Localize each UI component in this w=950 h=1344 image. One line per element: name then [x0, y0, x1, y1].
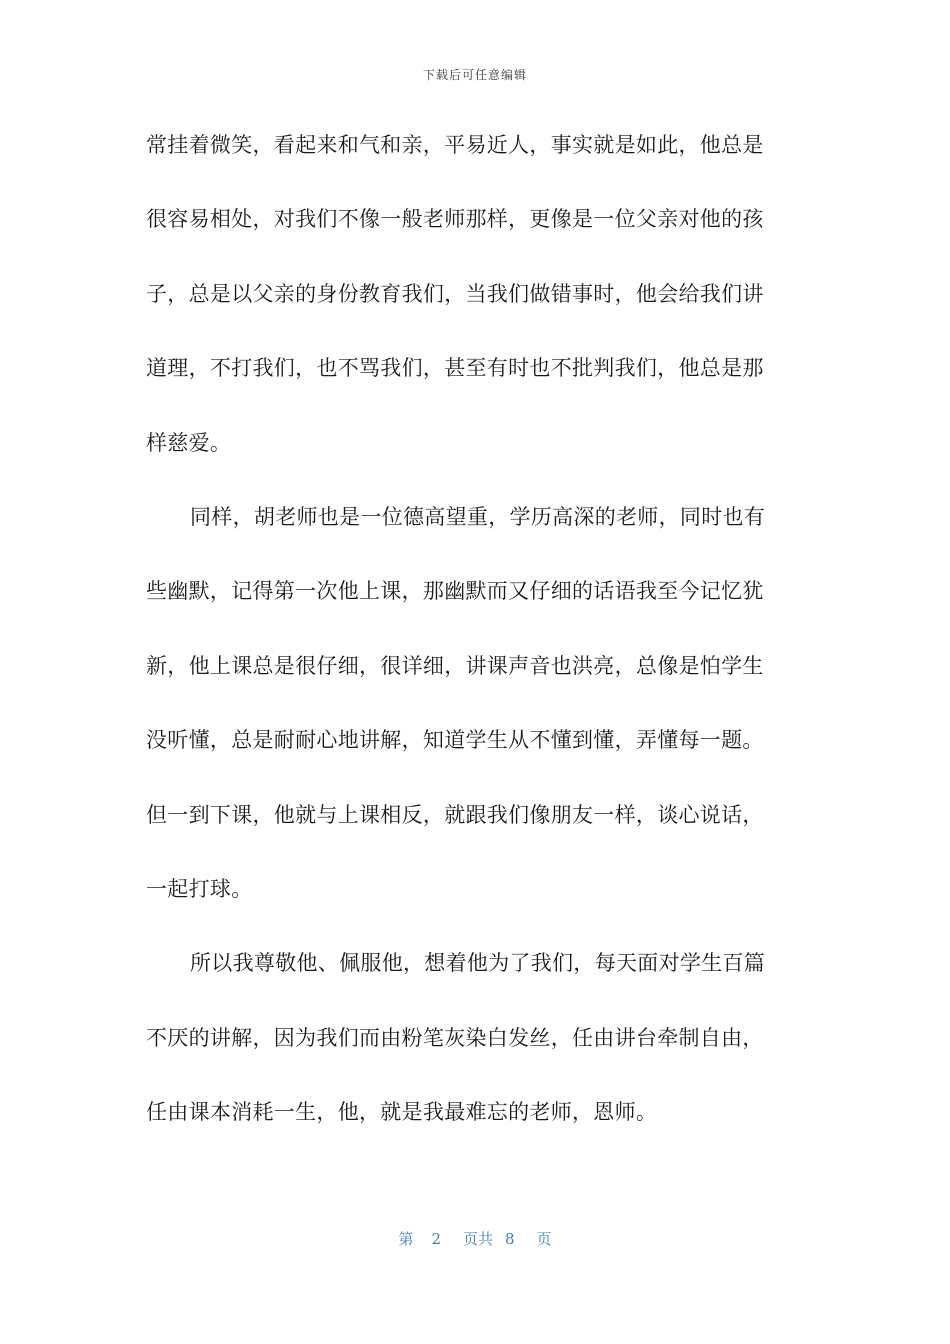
- text-line: 些幽默，记得第一次他上课，那幽默而又仔细的话语我至今记忆犹: [146, 579, 764, 604]
- document-body: [146, 108, 806, 1149]
- text-line: 不厌的讲解，因为我们而由粉笔灰染白发丝，任由讲台牵制自由，: [146, 1025, 764, 1050]
- text-line: 常挂着微笑，看起来和气和亲，平易近人，事实就是如此，他总是: [146, 133, 764, 157]
- footer-suffix: 页: [536, 1230, 552, 1248]
- footer-prefix: 第: [398, 1230, 414, 1248]
- text-line: 一起打球。: [146, 876, 253, 901]
- text-line: 任由课本消耗一生，他，就是我最难忘的老师，恩师。: [146, 1100, 658, 1125]
- text-line: 很容易相处，对我们不像一般老师那样，更像是一位父亲对他的孩: [146, 207, 764, 232]
- text-line: 新，他上课总是很仔细，很详细，讲课声音也洪亮，总像是怕学生: [146, 653, 764, 678]
- text-line: 样慈爱。: [146, 430, 232, 455]
- paragraph-first-line: 所以我尊敬他、佩服他，想着他为了我们，每天面对学生百篇: [190, 951, 766, 976]
- page-footer: [0, 1228, 950, 1249]
- page-header-note: 下载后可任意编辑: [422, 68, 527, 82]
- text-line: 子，总是以父亲的身份教育我们，当我们做错事时，他会给我们讲: [146, 281, 764, 306]
- text-line: 没听懂，总是耐耐心地讲解，知道学生从不懂到懂，弄懂每一题。: [146, 728, 764, 753]
- text-line: 道理，不打我们，也不骂我们，甚至有时也不批判我们，他总是那: [146, 356, 764, 381]
- paragraph-first-line: 同样，胡老师也是一位德高望重，学历高深的老师，同时也有: [190, 504, 766, 529]
- footer-middle: 页共: [462, 1230, 493, 1248]
- text-line: 但一到下课，他就与上课相反，就跟我们像朋友一样，谈心说话，: [146, 802, 764, 827]
- footer-total-pages: 8: [505, 1230, 515, 1248]
- footer-page-number: 2: [431, 1230, 441, 1248]
